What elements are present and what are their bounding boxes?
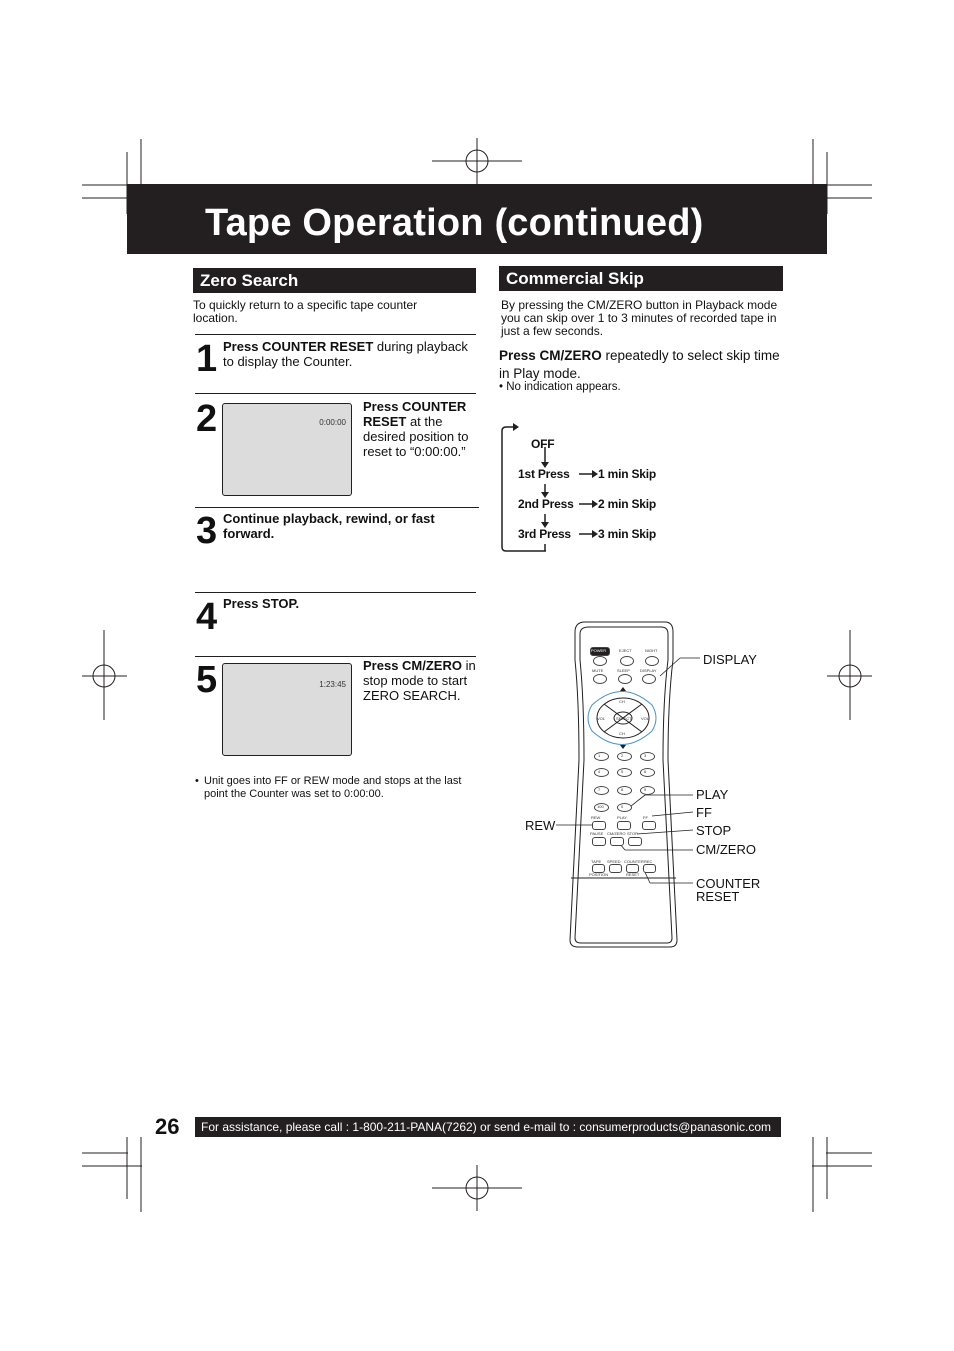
remote-counter-label: COUNTER — [624, 859, 644, 864]
remote-rew-label: REW — [591, 815, 601, 820]
remote-digit-label: 100 — [597, 804, 604, 809]
remote-digit-label: 9 — [644, 787, 647, 792]
remote-display-label: DISPLAY — [640, 668, 657, 673]
step-4-number: 4 — [196, 596, 218, 638]
remote-pause-button[interactable] — [592, 837, 606, 846]
remote-night-button[interactable] — [645, 656, 659, 666]
remote-digit-button[interactable] — [617, 803, 632, 812]
counter-display: 1:23:45 — [319, 680, 346, 689]
commercial-skip-bullet: • No indication appears. — [499, 381, 621, 393]
callout-counter: COUNTER — [696, 876, 761, 891]
zero-search-intro: To quickly return to a specific tape counter location. — [193, 298, 418, 325]
remote-stop-button[interactable] — [628, 837, 642, 846]
remote-mute-label: MUTE — [592, 668, 604, 673]
remote-mute-button[interactable] — [593, 674, 607, 684]
step-2-number: 2 — [196, 398, 218, 440]
page-title: Tape Operation (continued) — [205, 202, 704, 244]
remote-power-label: POWER — [591, 648, 607, 653]
step-3-text: Continue playback, rewind, or fast forward. — [223, 511, 435, 541]
remote-digit-button[interactable] — [594, 768, 609, 777]
remote-vol-up-label: VOL — [641, 716, 650, 721]
remote-digit-label: 0 — [621, 804, 624, 809]
skip-press-2: 2nd Press — [518, 497, 574, 511]
remote-digit-button[interactable] — [594, 786, 609, 795]
remote-tape-label: TAPE — [591, 859, 602, 864]
remote-digit-button[interactable] — [617, 786, 632, 795]
remote-ch-up-label: CH — [619, 699, 625, 704]
callout-rew: REW — [525, 818, 556, 833]
remote-ch-down-label: CH — [619, 731, 625, 736]
remote-play-label: PLAY — [617, 815, 627, 820]
remote-vol-down-label: VOL — [597, 716, 606, 721]
callout-display: DISPLAY — [703, 652, 757, 667]
remote-digit-label: 5 — [621, 769, 624, 774]
step-2-text: Press COUNTER RESET at the desired position to reset to “0:00:00.” — [363, 399, 469, 459]
zero-search-note: Unit goes into FF or REW mode and stops at the last point the Counter was set to 0:00:00. — [204, 775, 462, 800]
remote-play-button[interactable] — [617, 821, 631, 830]
remote-cm-zero-label: CM/ZERO — [607, 831, 626, 836]
callout-ff: FF — [696, 805, 712, 820]
remote-digit-label: 6 — [644, 769, 647, 774]
remote-select-label: SELECT — [616, 716, 632, 721]
skip-result-3: 3 min Skip — [598, 527, 657, 541]
step-5-number: 5 — [196, 659, 218, 701]
remote-eject-label: EJECT — [619, 648, 632, 653]
remote-cm-zero-button[interactable] — [610, 837, 624, 846]
remote-speed-button[interactable] — [609, 864, 622, 873]
callout-reset: RESET — [696, 889, 740, 904]
footer-assistance: For assistance, please call : 1-800-211-PANA(7262) or send e-mail to : consumerproducts@panasonic.com — [195, 1117, 781, 1137]
remote-digit-button[interactable] — [640, 768, 655, 777]
callout-play: PLAY — [696, 787, 729, 802]
remote-digit-button[interactable] — [640, 786, 655, 795]
zero-search-heading: Zero Search — [193, 268, 476, 293]
remote-digit-label: 3 — [644, 753, 647, 758]
remote-sleep-button[interactable] — [618, 674, 632, 684]
remote-digit-button[interactable] — [617, 752, 632, 761]
step-3-number: 3 — [196, 510, 218, 552]
remote-digit-button[interactable] — [640, 752, 655, 761]
step-5-text: Press CM/ZERO in stop mode to start ZERO SEARCH. — [363, 658, 476, 703]
remote-stop-label: STOP — [627, 831, 638, 836]
step-1-text: Press COUNTER RESET during playback to display the Counter. — [223, 339, 468, 369]
remote-display-button[interactable] — [642, 674, 656, 684]
remote-digit-button[interactable] — [617, 768, 632, 777]
commercial-skip-instruction: Press CM/ZERO repeatedly to select skip time in Play mode. — [499, 348, 780, 381]
remote-digit-label: 4 — [598, 769, 601, 774]
remote-ff-label: FF — [643, 815, 648, 820]
skip-result-2: 2 min Skip — [598, 497, 657, 511]
counter-display: 0:00:00 — [319, 418, 346, 427]
remote-speed-label: SPEED — [607, 859, 621, 864]
step-4-text: Press STOP. — [223, 596, 300, 611]
note-bullet: • — [195, 775, 199, 787]
remote-rec-label: REC — [644, 859, 653, 864]
remote-night-label: NIGHT — [645, 648, 658, 653]
remote-ff-button[interactable] — [642, 821, 656, 830]
remote-digit-label: 8 — [621, 787, 624, 792]
remote-reset-label: RESET — [626, 872, 640, 877]
remote-position-label: POSITION — [589, 872, 609, 877]
skip-press-1: 1st Press — [518, 467, 570, 481]
remote-digit-label: 2 — [621, 753, 624, 758]
remote-eject-button[interactable] — [620, 656, 634, 666]
remote-rec-button[interactable] — [643, 864, 656, 873]
remote-power-round-button[interactable] — [593, 656, 607, 666]
remote-digit-button[interactable] — [594, 752, 609, 761]
step-1-number: 1 — [196, 338, 218, 380]
skip-result-1: 1 min Skip — [598, 467, 657, 481]
remote-pause-label: PAUSE — [590, 831, 604, 836]
page-number: 26 — [155, 1114, 180, 1139]
callout-stop: STOP — [696, 823, 732, 838]
skip-press-3: 3rd Press — [518, 527, 571, 541]
callout-cm-zero: CM/ZERO — [696, 842, 756, 857]
commercial-skip-heading: Commercial Skip — [499, 266, 783, 291]
skip-off: OFF — [531, 437, 555, 451]
remote-sleep-label: SLEEP — [617, 668, 630, 673]
remote-digit-label: 1 — [598, 753, 601, 758]
commercial-skip-intro: By pressing the CM/ZERO button in Playback mode you can skip over 1 to 3 minutes of recorded tape in just a few seconds. — [501, 298, 778, 338]
remote-rew-button[interactable] — [592, 821, 606, 830]
remote-digit-label: 7 — [598, 787, 601, 792]
